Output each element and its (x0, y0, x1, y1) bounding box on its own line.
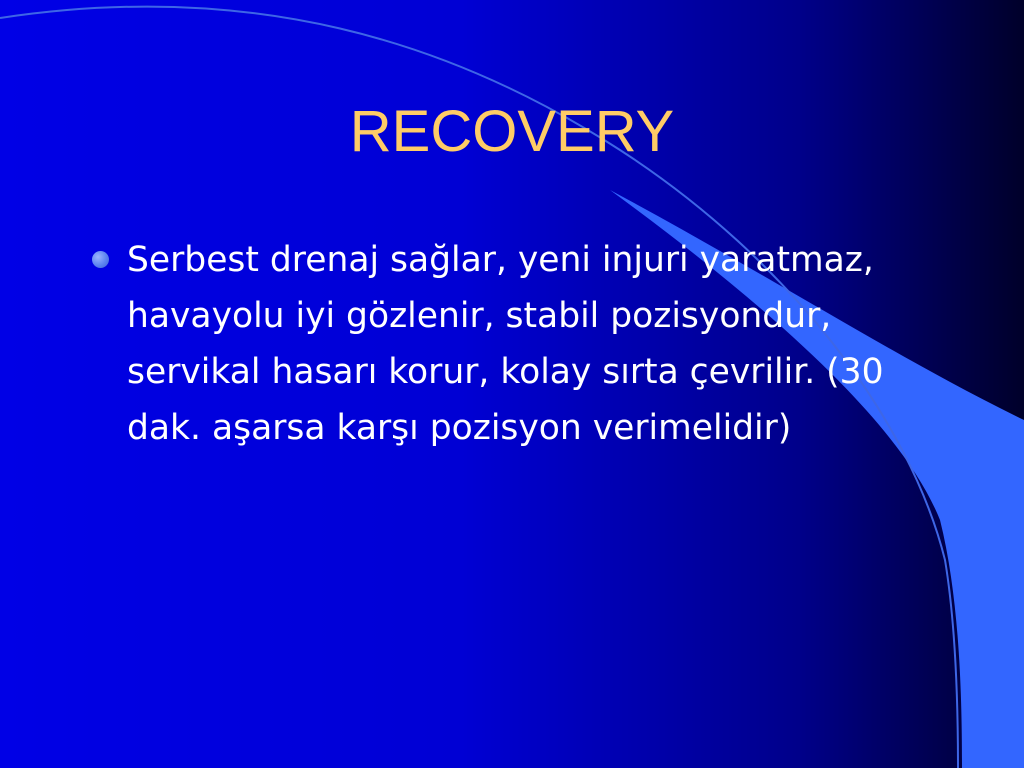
slide-body (90, 232, 940, 456)
bullet-item (90, 232, 940, 456)
bullet-point-icon (92, 251, 109, 268)
bullet-text: Serbest drenaj sağlar, yeni injuri yaratmaz, havayolu iyi gözlenir, stabil pozisyondur, servikal hasarı korur, kolay sırta çevrilir. (30 dak. aşarsa karşı pozisyon verimelidir) (127, 240, 884, 448)
slide-title: RECOVERY (349, 99, 675, 164)
